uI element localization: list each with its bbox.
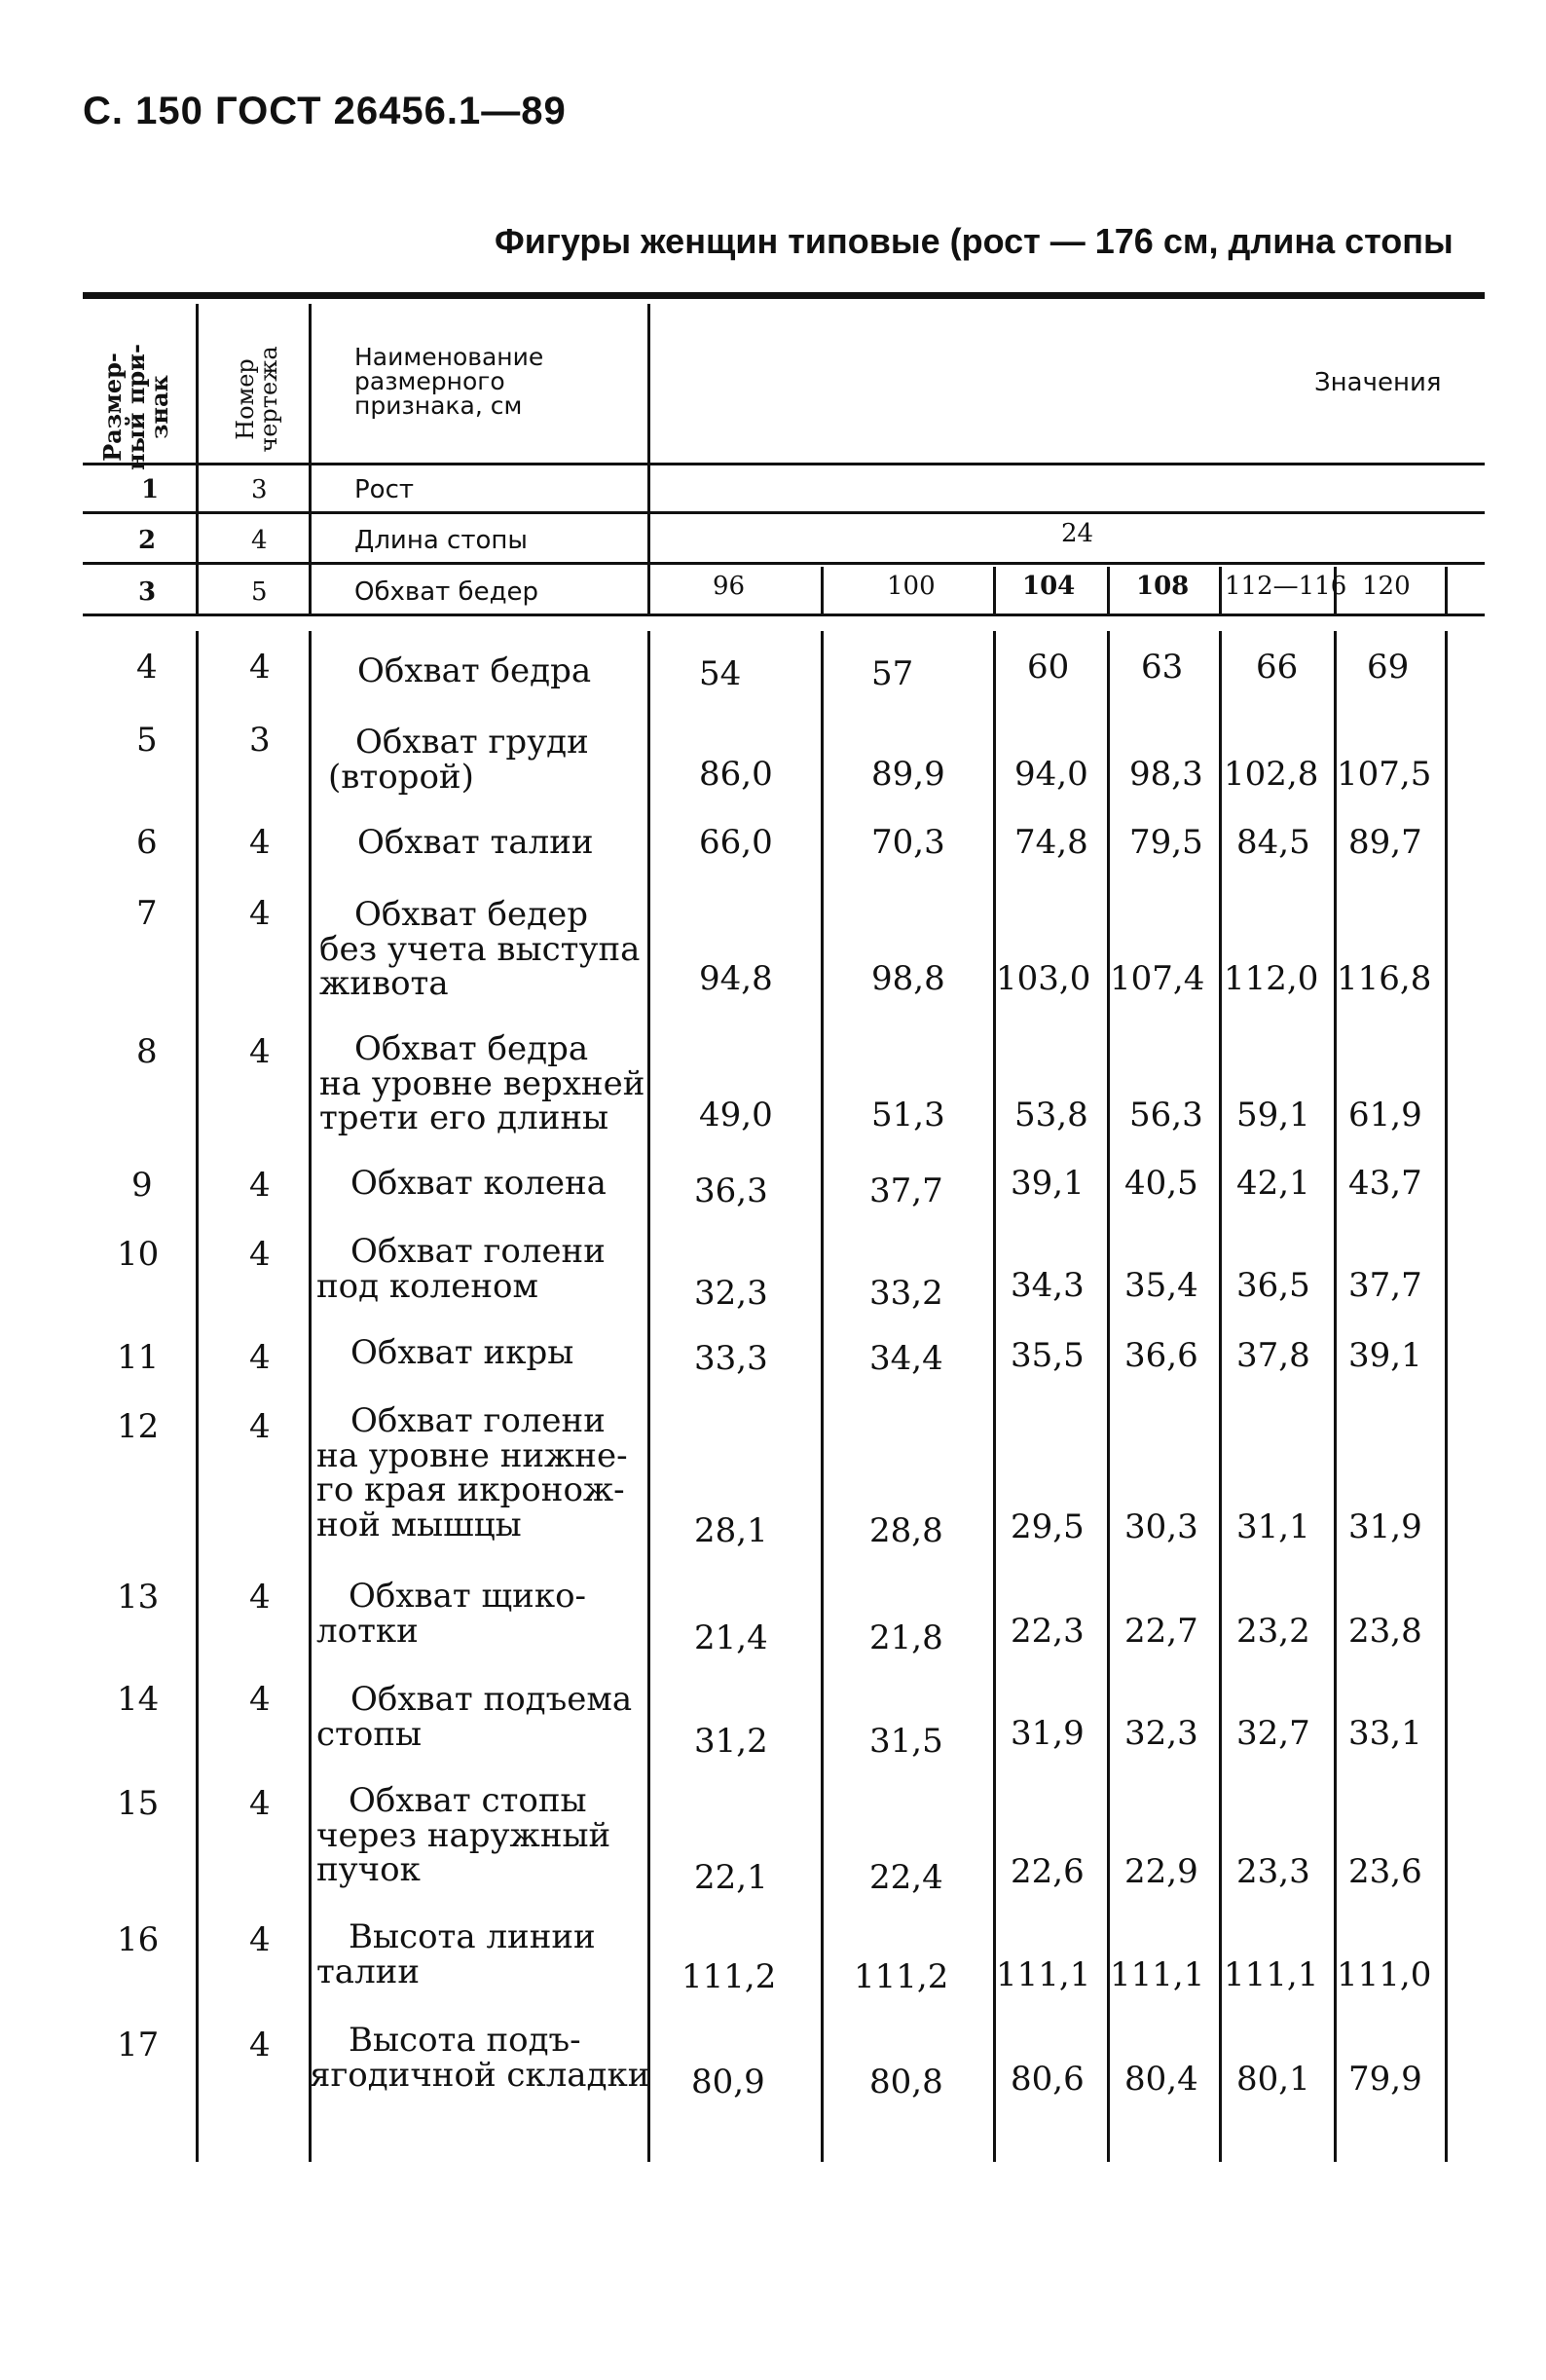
row-14-value-3: 31,9 xyxy=(1011,1714,1085,1753)
row-12-name: Обхват голени на уровне нижне- го края икронож- ной мышцы xyxy=(316,1401,628,1545)
table-title: Фигуры женщин типовые (рост — 176 см, длина стопы xyxy=(495,221,1454,261)
param-3-num: 3 xyxy=(138,577,157,607)
param-1-num: 1 xyxy=(141,475,160,504)
row-7-value-2: 98,8 xyxy=(871,959,945,998)
row-16-value-1: 111,2 xyxy=(681,1957,777,1996)
row-9-value-2: 37,7 xyxy=(869,1171,943,1210)
row-14-value-5: 32,7 xyxy=(1236,1714,1310,1753)
row-8-value-5: 59,1 xyxy=(1236,1096,1310,1134)
row-4-num: 4 xyxy=(136,648,158,687)
col-name-header: Наименование размерного признака, см xyxy=(354,343,544,420)
row-15-value-6: 23,6 xyxy=(1348,1852,1422,1891)
row-11-name: Обхват икры xyxy=(350,1333,574,1372)
row-17-value-4: 80,4 xyxy=(1124,2060,1198,2099)
row-10-num: 10 xyxy=(117,1235,160,1274)
row-14-name: Обхват подъема стопы xyxy=(316,1680,633,1754)
param-3-value-6: 120 xyxy=(1362,572,1411,601)
row-16-value-4: 111,1 xyxy=(1110,1955,1205,1994)
param-1-drawing: 3 xyxy=(251,475,268,504)
row-13-value-4: 22,7 xyxy=(1124,1612,1198,1651)
row-4-value-2: 57 xyxy=(871,654,914,693)
row-8-value-3: 53,8 xyxy=(1014,1096,1088,1134)
row-16-value-3: 111,1 xyxy=(996,1955,1091,1994)
col-values-header: Значения xyxy=(1314,368,1442,397)
param-2-name: Длина стопы xyxy=(354,526,528,555)
row-17-name: Высота подъ- ягодичной складки xyxy=(310,2021,650,2095)
row-6-value-5: 84,5 xyxy=(1236,823,1310,862)
row-4-drawing: 4 xyxy=(249,648,271,687)
row-13-value-5: 23,2 xyxy=(1236,1612,1310,1651)
row-17-value-3: 80,6 xyxy=(1011,2060,1085,2099)
param-3-value-4: 108 xyxy=(1136,572,1190,601)
row-16-num: 16 xyxy=(117,1920,160,1959)
param-3-value-1: 96 xyxy=(713,572,746,601)
param-2-value: 24 xyxy=(1061,519,1094,548)
page-header: С. 150 ГОСТ 26456.1—89 xyxy=(83,90,567,132)
row-4-value-6: 69 xyxy=(1367,648,1410,687)
row-13-num: 13 xyxy=(117,1578,160,1617)
param-3-drawing: 5 xyxy=(251,577,268,607)
row-5-num: 5 xyxy=(136,721,158,760)
col-sign-header: Размер- ный при- знак xyxy=(98,344,173,470)
row-6-drawing: 4 xyxy=(249,823,271,862)
row-6-value-4: 79,5 xyxy=(1129,823,1203,862)
table-top-rule xyxy=(83,292,1485,299)
row-9-value-3: 39,1 xyxy=(1011,1164,1085,1203)
row-15-value-5: 23,3 xyxy=(1236,1852,1310,1891)
row-9-drawing: 4 xyxy=(249,1166,271,1205)
row-12-value-2: 28,8 xyxy=(869,1511,943,1550)
row-7-value-3: 103,0 xyxy=(996,959,1091,998)
row-17-value-6: 79,9 xyxy=(1348,2060,1422,2099)
row-9-value-6: 43,7 xyxy=(1348,1164,1422,1203)
row-9-name: Обхват колена xyxy=(350,1164,607,1203)
row-11-num: 11 xyxy=(117,1338,160,1377)
row-8-drawing: 4 xyxy=(249,1032,271,1071)
row-13-name: Обхват щико- лотки xyxy=(316,1577,587,1651)
row-7-value-5: 112,0 xyxy=(1224,959,1319,998)
row-6-value-3: 74,8 xyxy=(1014,823,1088,862)
row-16-name: Высота линии талии xyxy=(316,1917,596,1991)
row-13-value-6: 23,8 xyxy=(1348,1612,1422,1651)
row-6-name: Обхват талии xyxy=(357,823,594,862)
row-4-name: Обхват бедра xyxy=(357,651,592,690)
row-4-value-5: 66 xyxy=(1256,648,1299,687)
row-10-value-6: 37,7 xyxy=(1348,1266,1422,1305)
row-14-value-4: 32,3 xyxy=(1124,1714,1198,1753)
row-4-value-4: 63 xyxy=(1141,648,1184,687)
row-14-value-1: 31,2 xyxy=(694,1722,768,1761)
row-9-value-1: 36,3 xyxy=(694,1171,768,1210)
row-12-value-6: 31,9 xyxy=(1348,1507,1422,1546)
row-13-value-1: 21,4 xyxy=(694,1618,768,1657)
row-12-value-4: 30,3 xyxy=(1124,1507,1198,1546)
row-8-value-2: 51,3 xyxy=(871,1096,945,1134)
row-17-num: 17 xyxy=(117,2026,160,2064)
row-15-value-1: 22,1 xyxy=(694,1858,768,1897)
row-12-num: 12 xyxy=(117,1407,160,1446)
row-16-value-2: 111,2 xyxy=(854,1957,949,1996)
row-16-value-5: 111,1 xyxy=(1224,1955,1319,1994)
row-13-drawing: 4 xyxy=(249,1578,271,1617)
param-3-value-5: 112—116 xyxy=(1225,572,1347,601)
row-12-value-3: 29,5 xyxy=(1011,1507,1085,1546)
row-14-drawing: 4 xyxy=(249,1680,271,1719)
param-2-drawing: 4 xyxy=(251,526,268,555)
row-9-value-4: 40,5 xyxy=(1124,1164,1198,1203)
row-8-value-4: 56,3 xyxy=(1129,1096,1203,1134)
row-7-value-6: 116,8 xyxy=(1337,959,1432,998)
row-7-name: Обхват бедер без учета выступа живота xyxy=(319,895,641,1004)
row-12-value-1: 28,1 xyxy=(694,1511,768,1550)
param-3-name: Обхват бедер xyxy=(354,577,539,607)
row-8-value-6: 61,9 xyxy=(1348,1096,1422,1134)
row-15-num: 15 xyxy=(117,1784,160,1823)
row-14-value-6: 33,1 xyxy=(1348,1714,1422,1753)
param-3-value-3: 104 xyxy=(1022,572,1076,601)
row-4-value-3: 60 xyxy=(1027,648,1070,687)
row-14-value-2: 31,5 xyxy=(869,1722,943,1761)
row-9-value-5: 42,1 xyxy=(1236,1164,1310,1203)
row-5-value-5: 102,8 xyxy=(1224,755,1319,794)
row-6-value-6: 89,7 xyxy=(1348,823,1422,862)
row-6-value-1: 66,0 xyxy=(699,823,773,862)
param-3-value-2: 100 xyxy=(887,572,936,601)
row-5-value-2: 89,9 xyxy=(871,755,945,794)
row-6-num: 6 xyxy=(136,823,158,862)
row-7-value-1: 94,8 xyxy=(699,959,773,998)
row-10-value-1: 32,3 xyxy=(694,1274,768,1313)
row-16-value-6: 111,0 xyxy=(1337,1955,1432,1994)
row-8-name: Обхват бедра на уровне верхней трети его длины xyxy=(319,1029,645,1138)
row-9-num: 9 xyxy=(131,1166,153,1205)
row-6-value-2: 70,3 xyxy=(871,823,945,862)
row-10-drawing: 4 xyxy=(249,1235,271,1274)
row-7-value-4: 107,4 xyxy=(1110,959,1205,998)
param-1-name: Рост xyxy=(354,475,415,504)
row-8-num: 8 xyxy=(136,1032,158,1071)
row-17-value-2: 80,8 xyxy=(869,2063,943,2101)
row-4-value-1: 54 xyxy=(699,654,742,693)
row-17-drawing: 4 xyxy=(249,2026,271,2064)
row-5-name: Обхват груди (второй) xyxy=(328,723,589,797)
row-12-value-5: 31,1 xyxy=(1236,1507,1310,1546)
row-7-drawing: 4 xyxy=(249,894,271,933)
row-5-value-6: 107,5 xyxy=(1337,755,1432,794)
row-10-value-5: 36,5 xyxy=(1236,1266,1310,1305)
row-15-value-3: 22,6 xyxy=(1011,1852,1085,1891)
row-11-value-6: 39,1 xyxy=(1348,1336,1422,1375)
row-14-num: 14 xyxy=(117,1680,160,1719)
row-15-name: Обхват стопы через наружный пучок xyxy=(316,1781,611,1890)
param-2-num: 2 xyxy=(138,526,157,555)
row-11-drawing: 4 xyxy=(249,1338,271,1377)
row-8-value-1: 49,0 xyxy=(699,1096,773,1134)
row-13-value-2: 21,8 xyxy=(869,1618,943,1657)
row-15-value-2: 22,4 xyxy=(869,1858,943,1897)
row-11-value-2: 34,4 xyxy=(869,1339,943,1378)
row-5-value-1: 86,0 xyxy=(699,755,773,794)
row-15-drawing: 4 xyxy=(249,1784,271,1823)
row-5-value-4: 98,3 xyxy=(1129,755,1203,794)
row-16-drawing: 4 xyxy=(249,1920,271,1959)
row-11-value-3: 35,5 xyxy=(1011,1336,1085,1375)
row-11-value-1: 33,3 xyxy=(694,1339,768,1378)
row-10-value-4: 35,4 xyxy=(1124,1266,1198,1305)
row-11-value-4: 36,6 xyxy=(1124,1336,1198,1375)
row-5-drawing: 3 xyxy=(249,721,271,760)
row-11-value-5: 37,8 xyxy=(1236,1336,1310,1375)
row-10-value-2: 33,2 xyxy=(869,1274,943,1313)
row-5-value-3: 94,0 xyxy=(1014,755,1088,794)
row-12-drawing: 4 xyxy=(249,1407,271,1446)
row-15-value-4: 22,9 xyxy=(1124,1852,1198,1891)
row-7-num: 7 xyxy=(136,894,158,933)
row-13-value-3: 22,3 xyxy=(1011,1612,1085,1651)
row-10-value-3: 34,3 xyxy=(1011,1266,1085,1305)
row-10-name: Обхват голени под коленом xyxy=(316,1232,606,1306)
row-17-value-1: 80,9 xyxy=(691,2063,765,2101)
col-drawing-header: Номер чертежа xyxy=(232,346,282,453)
row-17-value-5: 80,1 xyxy=(1236,2060,1310,2099)
